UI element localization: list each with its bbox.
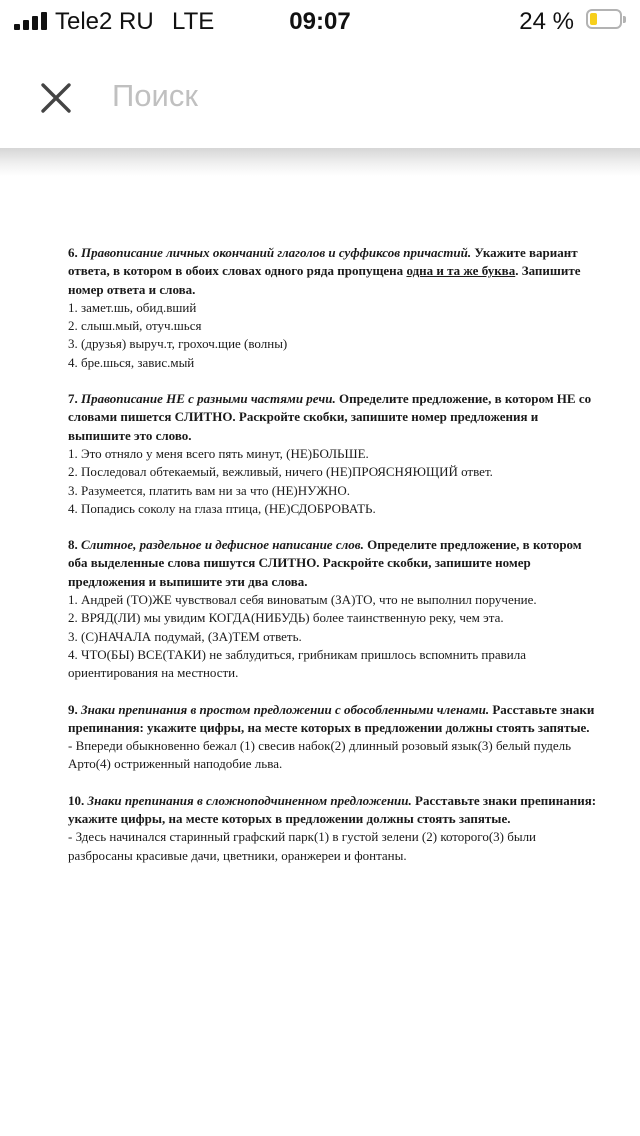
task-number: 7. [68,391,78,407]
task-instruction: Расставьте знаки препинания: укажите цифры, на месте которых в предложении должны стоять запятые. [68,701,595,735]
task-instruction-underlined: одна и та же буква [406,263,516,279]
task-topic: Знаки препинания в сложноподчиненном предложении. [87,792,412,808]
task-number: 6. [68,245,78,260]
header-divider [0,148,640,176]
task-9 [68,701,598,774]
battery-icon [586,9,626,31]
answer-option: 4. ЧТО(БЫ) ВСЕ(ТАКИ) не заблудиться, грибникам пришлось вспомнить правила ориентирования на местности. [68,646,527,681]
answer-option: 2. ВРЯД(ЛИ) мы увидим КОГДА(НИБУДЬ) более таинственную реку, чем эта. [68,610,504,626]
task-topic: Знаки препинания в простом предложении с обособленными членами. [81,701,490,717]
answer-option: 1. замет.шь, обид.вший [68,299,197,315]
close-icon [34,76,78,120]
task-sentence: - Впереди обыкновенно бежал (1) свесив набок(2) длинный розовый язык(3) белый пудель Арто(4) остриженный наподобие льва. [68,738,572,772]
search-input[interactable] [112,74,582,118]
task-7 [68,390,598,518]
task-instruction: Определите предложение, в котором оба выделенные слова пишутся СЛИТНО. Раскройте скобки, запишите номер предложения и выпишите эти два слова. [68,537,582,589]
task-number: 8. [68,537,78,553]
task-instruction: Укажите вариант ответа, в котором в обоих словах одного ряда пропущена [68,245,578,279]
battery-percent: 24 % [519,8,574,35]
answer-option: 3. (С)НАЧАЛА подумай, (ЗА)ТЕМ ответь. [68,628,302,644]
answer-option: 3. (друзья) выруч.т, грохоч.щие (волны) [68,336,288,352]
task-sentence: - Здесь начинался старинный графский парк(1) в густой зелени (2) которого(3) были разбросаны красивые дачи, цветники, оранжереи и фонтаны. [68,829,537,863]
task-instruction: Определите предложение, в котором НЕ со словами пишется СЛИТНО. Раскройте скобки, запишите номер предложения и выпишите это слово. [68,391,592,443]
answer-option: 4. бре.шься, завис.мый [68,354,195,370]
task-topic: Правописание НЕ с разными частями речи. [81,391,336,407]
task-number: 10. [68,792,85,808]
close-button[interactable] [34,76,78,120]
task-instruction-end: . Запишите номер ответа и слова. [68,263,581,297]
answer-option: 1. Андрей (ТО)ЖЕ чувствовал себя виноватым (ЗА)ТО, что не выполнил поручение. [68,592,537,608]
answer-option: 4. Попадись соколу на глаза птица, (НЕ)СДОБРОВАТЬ. [68,500,376,516]
document-page [68,244,598,883]
answer-option: 2. Последовал обтекаемый, вежливый, ничего (НЕ)ПРОЯСНЯЮЩИЙ ответ. [68,464,493,480]
status-bar [0,0,640,44]
answer-option: 2. слыш.мый, отуч.шься [68,318,202,334]
task-topic: Слитное, раздельное и дефисное написание слов. [81,537,364,553]
task-topic: Правописание личных окончаний глаголов и суффиксов причастий. [81,245,472,260]
task-number: 9. [68,701,78,717]
search-header [0,44,640,150]
task-8 [68,536,598,682]
task-instruction: Расставьте знаки препинания: укажите цифры, на месте которых в предложении должны стоять запятые. [68,792,597,827]
task-6 [68,244,598,372]
status-time: 09:07 [289,8,351,35]
network-type: LTE [172,8,215,35]
task-10 [68,792,598,865]
answer-option: 1. Это отняло у меня всего пять минут, (НЕ)БОЛЬШЕ. [68,445,369,461]
answer-option: 3. Разумеется, платить вам ни за что (НЕ)НУЖНО. [68,482,351,498]
carrier-name: Tele2 RU [55,8,154,35]
